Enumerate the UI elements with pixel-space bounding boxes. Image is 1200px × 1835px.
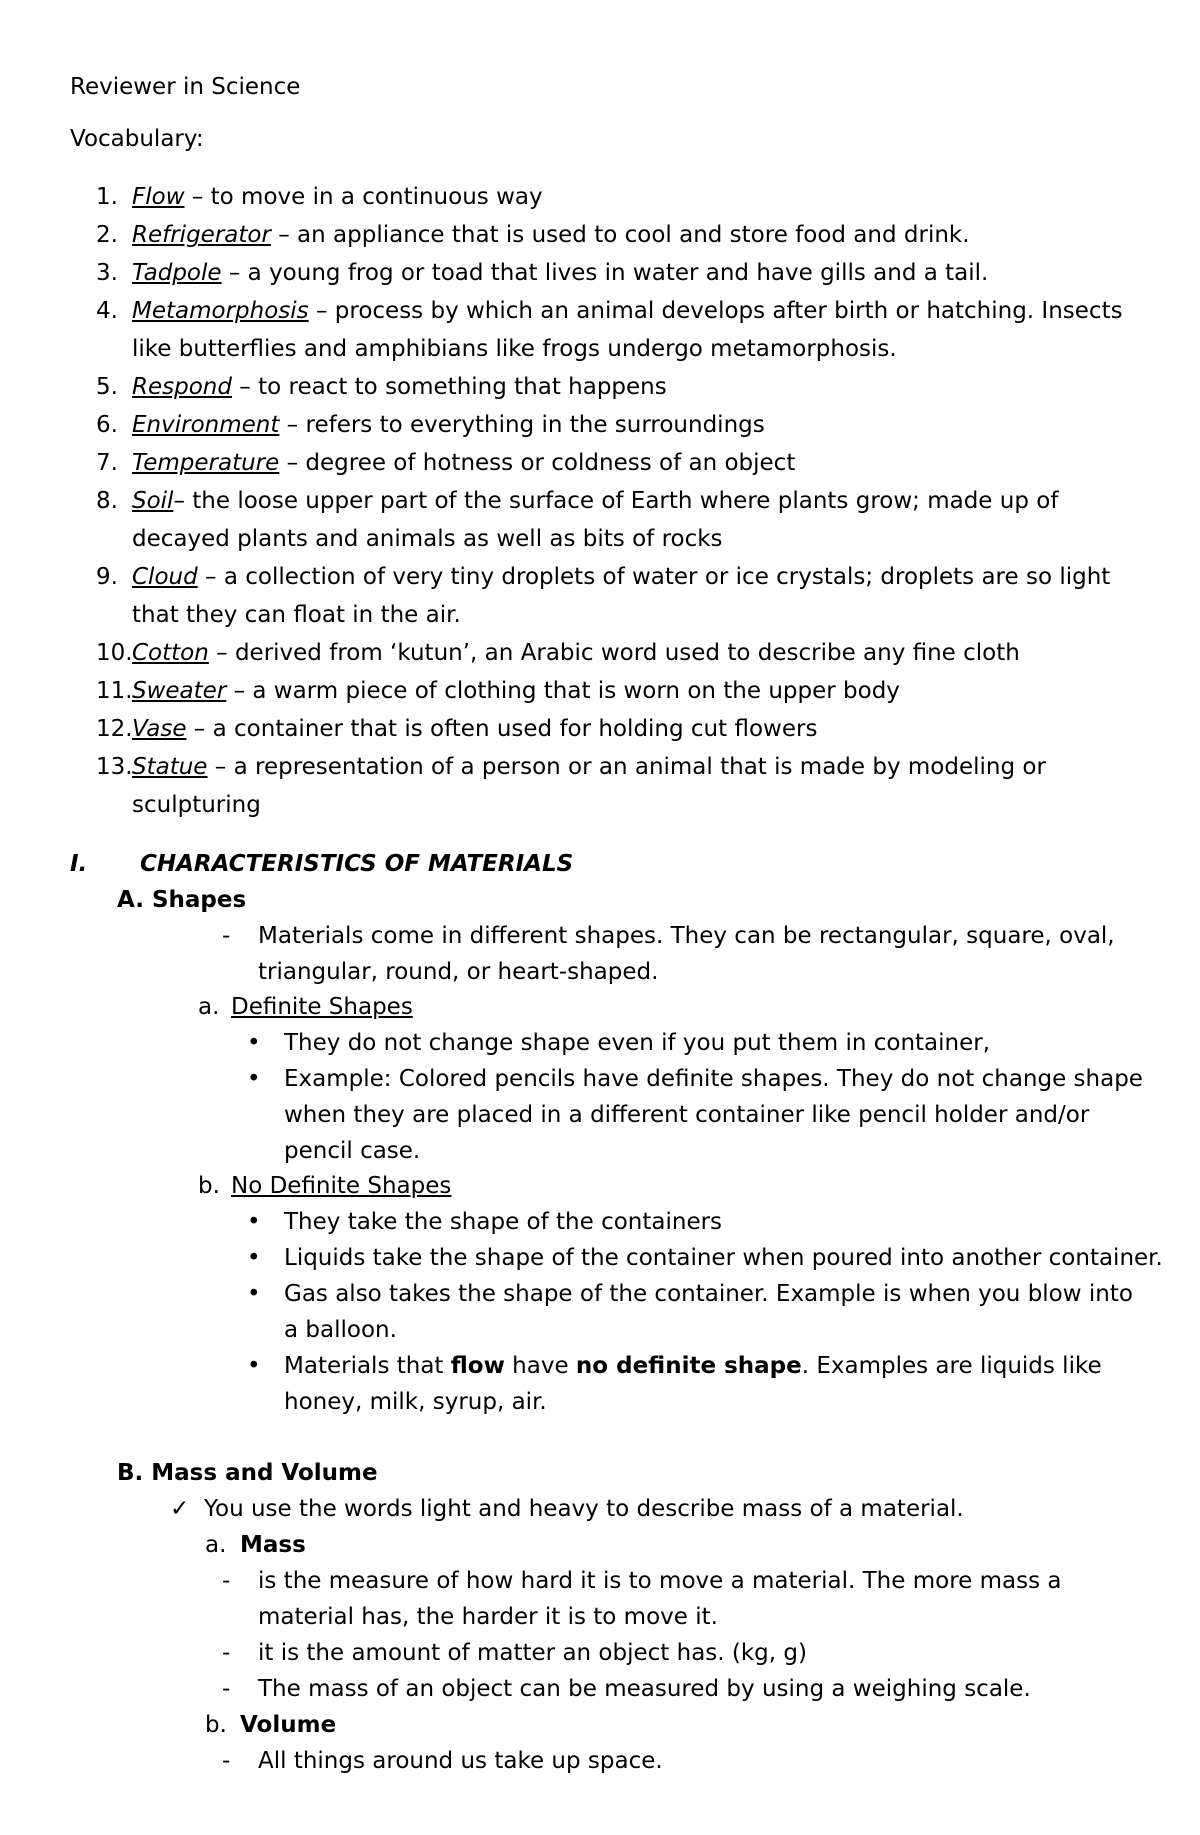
bold-term: flow xyxy=(450,1353,505,1379)
vocab-number: 10. xyxy=(96,640,133,666)
bullet-icon: • xyxy=(247,1030,261,1056)
shapes-intro: Materials come in different shapes. They can be rectangular, square, oval, triangular, round, or heart-shaped. xyxy=(258,923,1115,985)
volume-heading: Volume xyxy=(240,1712,337,1738)
checkmark-icon: ✓ xyxy=(170,1496,190,1522)
no-definite-bullet: Liquids take the shape of the container when poured into another container. xyxy=(284,1245,1163,1271)
vocab-item xyxy=(0,178,1200,216)
list-marker: a. xyxy=(198,994,220,1020)
bullet-icon: • xyxy=(247,1066,261,1092)
bold-term: no definite shape xyxy=(575,1353,802,1379)
mass-item: is the measure of how hard it is to move a material. The more mass a material has, the harder it is to move it. xyxy=(258,1568,1062,1630)
vocab-item xyxy=(0,634,1200,672)
vocab-term: Flow xyxy=(132,184,185,210)
vocab-number: 8. xyxy=(96,488,118,514)
vocab-item xyxy=(0,292,1200,368)
vocabulary-heading: Vocabulary: xyxy=(70,126,204,152)
vocab-term: Temperature xyxy=(132,450,280,476)
vocab-term: Soil xyxy=(132,488,174,514)
vocab-definition: – derived from ‘kutun’, an Arabic word used to describe any fine cloth xyxy=(208,640,1020,666)
bullet-icon: • xyxy=(247,1245,261,1271)
no-definite-bullet: They take the shape of the containers xyxy=(284,1209,723,1235)
vocab-item xyxy=(0,672,1200,710)
vocab-definition: – a container that is often used for holding cut flowers xyxy=(186,716,818,742)
check-text: You use the words light and heavy to describe mass of a material. xyxy=(204,1496,964,1522)
vocab-term: Cotton xyxy=(132,640,209,666)
vocab-number: 7. xyxy=(96,450,118,476)
bullet-icon: • xyxy=(247,1281,261,1307)
dash-marker: - xyxy=(222,1640,231,1666)
vocab-number: 9. xyxy=(96,564,118,590)
vocab-definition: – a warm piece of clothing that is worn on the upper body xyxy=(226,678,900,704)
no-definite-shapes-heading: No Definite Shapes xyxy=(231,1173,452,1199)
bullet-icon: • xyxy=(247,1353,261,1379)
vocab-number: 13. xyxy=(96,754,133,780)
definite-shapes-heading: Definite Shapes xyxy=(231,994,413,1020)
shapes-heading: A. Shapes xyxy=(117,887,247,913)
mass-heading: Mass xyxy=(240,1532,306,1558)
vocab-definition: – a collection of very tiny droplets of water or ice crystals; droplets are so light that they can float in the air. xyxy=(132,564,1111,628)
vocab-definition: – a young frog or toad that lives in water and have gills and a tail. xyxy=(221,260,989,286)
section-title: CHARACTERISTICS OF MATERIALS xyxy=(140,851,574,877)
vocab-term: Metamorphosis xyxy=(132,298,309,324)
vocab-term: Statue xyxy=(132,754,208,780)
vocab-definition: – to move in a continuous way xyxy=(184,184,543,210)
no-definite-bullet xyxy=(284,1348,1144,1420)
list-marker: b. xyxy=(205,1712,227,1738)
vocab-definition: – degree of hotness or coldness of an object xyxy=(279,450,796,476)
vocab-term: Cloud xyxy=(132,564,198,590)
vocab-definition: – the loose upper part of the surface of Earth where plants grow; made up of decayed plants and animals as well as bits of rocks xyxy=(132,488,1059,552)
vocab-definition: – an appliance that is used to cool and store food and drink. xyxy=(270,222,970,248)
vocab-term: Vase xyxy=(132,716,187,742)
vocab-item xyxy=(0,558,1200,634)
list-marker: b. xyxy=(198,1173,220,1199)
vocab-item xyxy=(0,748,1200,824)
vocab-item xyxy=(0,216,1200,254)
vocab-definition: – to react to something that happens xyxy=(231,374,667,400)
definite-bullet: Example: Colored pencils have definite shapes. They do not change shape when they are placed in a different container like pencil holder and/or pencil case. xyxy=(284,1066,1143,1164)
vocab-number: 11. xyxy=(96,678,133,704)
definite-bullet: They do not change shape even if you put them in container, xyxy=(284,1030,991,1056)
vocab-term: Tadpole xyxy=(132,260,222,286)
vocab-definition: – refers to everything in the surroundings xyxy=(279,412,765,438)
vocab-term: Environment xyxy=(132,412,280,438)
vocab-number: 3. xyxy=(96,260,118,286)
bullet-text: . Examples are liquids like honey, milk, syrup, air. xyxy=(284,1353,1102,1415)
vocab-number: 12. xyxy=(96,716,133,742)
mass-item: The mass of an object can be measured by using a weighing scale. xyxy=(258,1676,1031,1702)
vocabulary-list xyxy=(0,178,1200,824)
bullet-icon: • xyxy=(247,1209,261,1235)
volume-item: All things around us take up space. xyxy=(258,1748,663,1774)
vocab-term: Sweater xyxy=(132,678,227,704)
dash-marker: - xyxy=(222,1748,231,1774)
vocab-item xyxy=(0,444,1200,482)
vocab-number: 6. xyxy=(96,412,118,438)
vocab-item xyxy=(0,406,1200,444)
vocab-number: 4. xyxy=(96,298,118,324)
bullet-text: Materials that xyxy=(284,1353,451,1379)
vocab-definition: – process by which an animal develops after birth or hatching. Insects like butterflies and amphibians like frogs undergo metamorphosis. xyxy=(132,298,1123,362)
dash-marker: - xyxy=(222,1676,231,1702)
vocab-item xyxy=(0,710,1200,748)
vocab-number: 5. xyxy=(96,374,118,400)
vocab-item xyxy=(0,254,1200,292)
vocab-item xyxy=(0,368,1200,406)
dash-marker: - xyxy=(222,1568,231,1594)
vocab-item xyxy=(0,482,1200,558)
vocab-term: Refrigerator xyxy=(132,222,271,248)
mass-volume-heading: B. Mass and Volume xyxy=(117,1460,378,1486)
vocab-number: 2. xyxy=(96,222,118,248)
vocab-number: 1. xyxy=(96,184,118,210)
bullet-text: have xyxy=(504,1353,576,1379)
mass-item: it is the amount of matter an object has. (kg, g) xyxy=(258,1640,807,1666)
section-number: I. xyxy=(70,851,88,877)
vocab-definition: – a representation of a person or an animal that is made by modeling or sculpturing xyxy=(132,754,1046,818)
dash-marker: - xyxy=(222,923,231,949)
list-marker: a. xyxy=(205,1532,227,1558)
vocab-term: Respond xyxy=(132,374,232,400)
no-definite-bullet: Gas also takes the shape of the container. Example is when you blow into a balloon. xyxy=(284,1281,1133,1343)
document-title: Reviewer in Science xyxy=(70,74,301,100)
